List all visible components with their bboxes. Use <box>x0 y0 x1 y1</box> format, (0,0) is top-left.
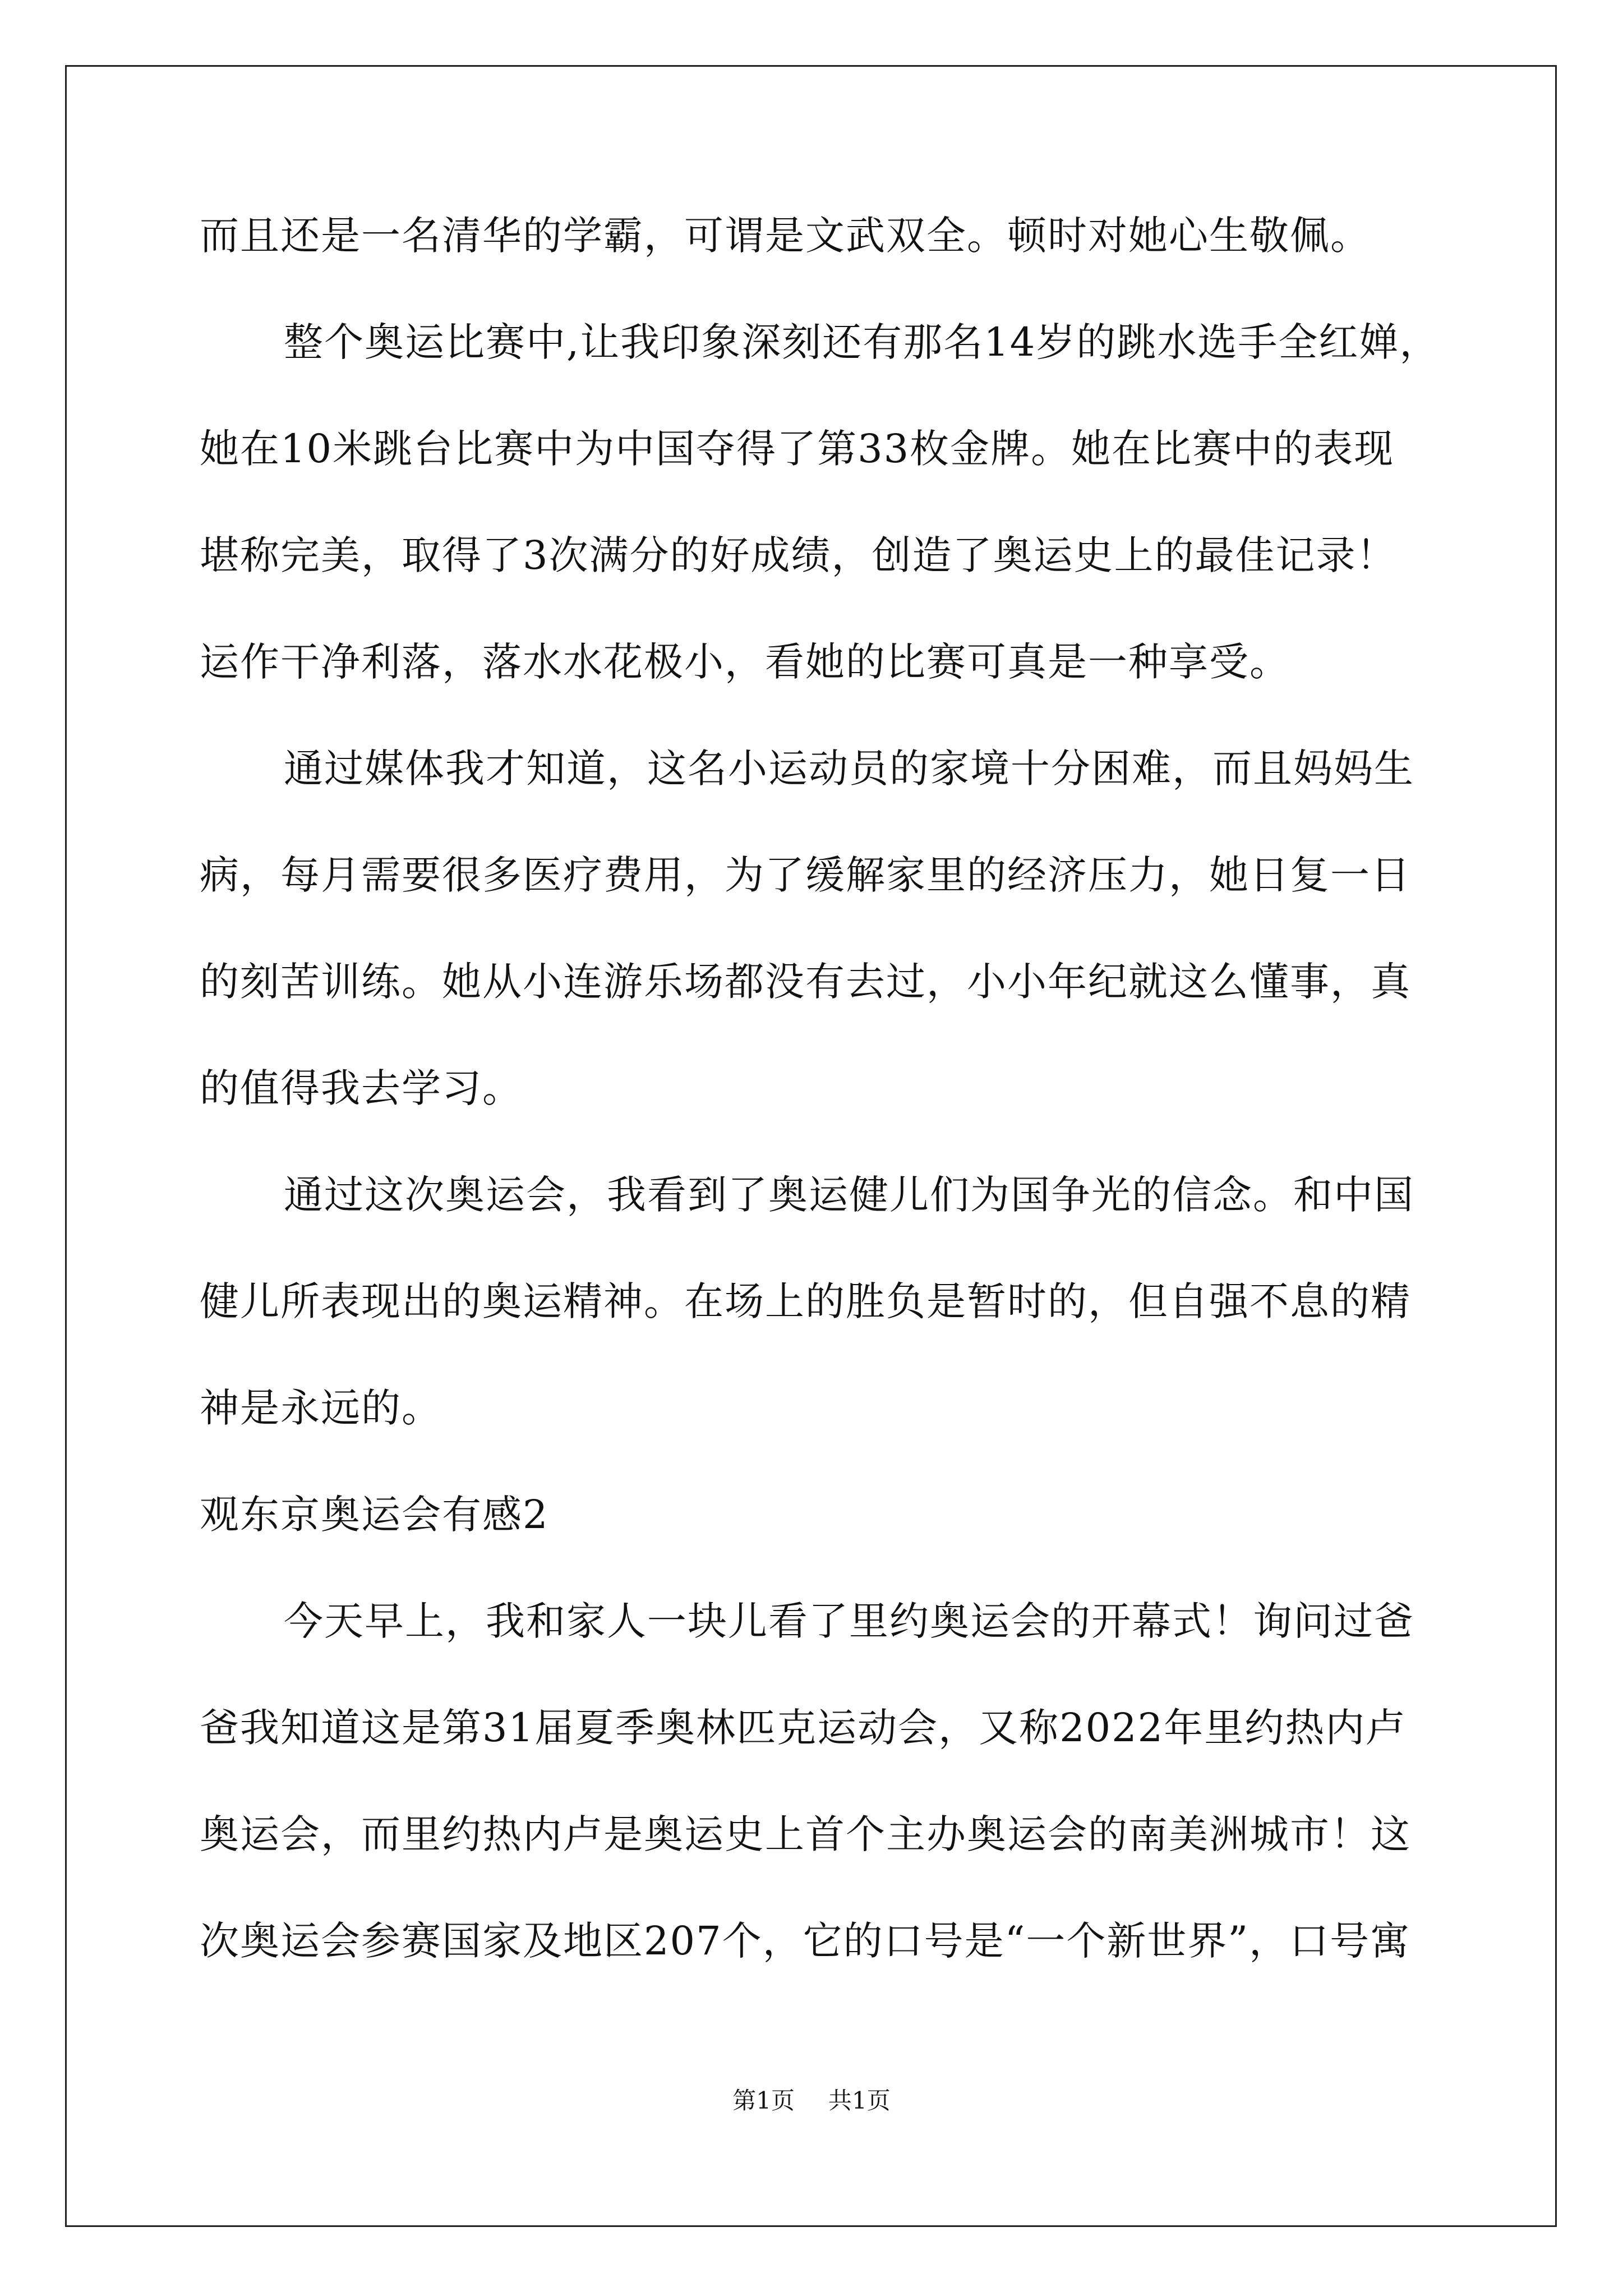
section-heading: 观东京奥运会有感2 <box>200 1492 549 1538</box>
text-line: 健儿所表现出的奥运精神。在场上的胜负是暂时的，但自强不息的精 <box>200 1278 1411 1324</box>
paragraph-start: 通过媒体我才知道，这名小运动员的家境十分困难，而且妈妈生 <box>284 746 1414 792</box>
paragraph-start: 今天早上，我和家人一块儿看了里约奥运会的开幕式！询问过爸 <box>284 1598 1414 1644</box>
text-line: 的值得我去学习。 <box>200 1065 523 1111</box>
page-footer <box>0 2084 1623 2118</box>
text-line: 的刻苦训练。她从小连游乐场都没有去过，小小年纪就这么懂事，真 <box>200 959 1411 1005</box>
text-line: 神是永远的。 <box>200 1385 442 1431</box>
text-line: 运作干净利落，落水水花极小，看她的比赛可真是一种享受。 <box>200 639 1290 685</box>
paragraph-start: 整个奥运比赛中,让我印象深刻还有那名14岁的跳水选手全红婵， <box>284 319 1440 365</box>
text-line: 次奥运会参赛国家及地区207个，它的口号是“一个新世界”，口号寓 <box>200 1918 1411 1964</box>
paragraph-start: 通过这次奥运会，我看到了奥运健儿们为国争光的信念。和中国 <box>284 1172 1414 1218</box>
text-line: 堪称完美，取得了3次满分的好成绩，创造了奥运史上的最佳记录！ <box>200 532 1397 578</box>
text-line: 奥运会，而里约热内卢是奥运史上首个主办奥运会的南美洲城市！这 <box>200 1811 1411 1857</box>
text-line: 病，每月需要很多医疗费用，为了缓解家里的经济压力，她日复一日 <box>200 852 1411 898</box>
text-line: 她在10米跳台比赛中为中国夺得了第33枚金牌。她在比赛中的表现 <box>200 426 1395 472</box>
page-border <box>65 65 1557 2227</box>
page-total: 共1页 <box>828 2087 891 2114</box>
text-line: 爸我知道这是第31届夏季奥林匹克运动会，又称2022年里约热内卢 <box>200 1705 1407 1751</box>
text-line: 而且还是一名清华的学霸，可谓是文武双全。顿时对她心生敬佩。 <box>200 213 1371 259</box>
page-number: 第1页 <box>732 2087 795 2114</box>
